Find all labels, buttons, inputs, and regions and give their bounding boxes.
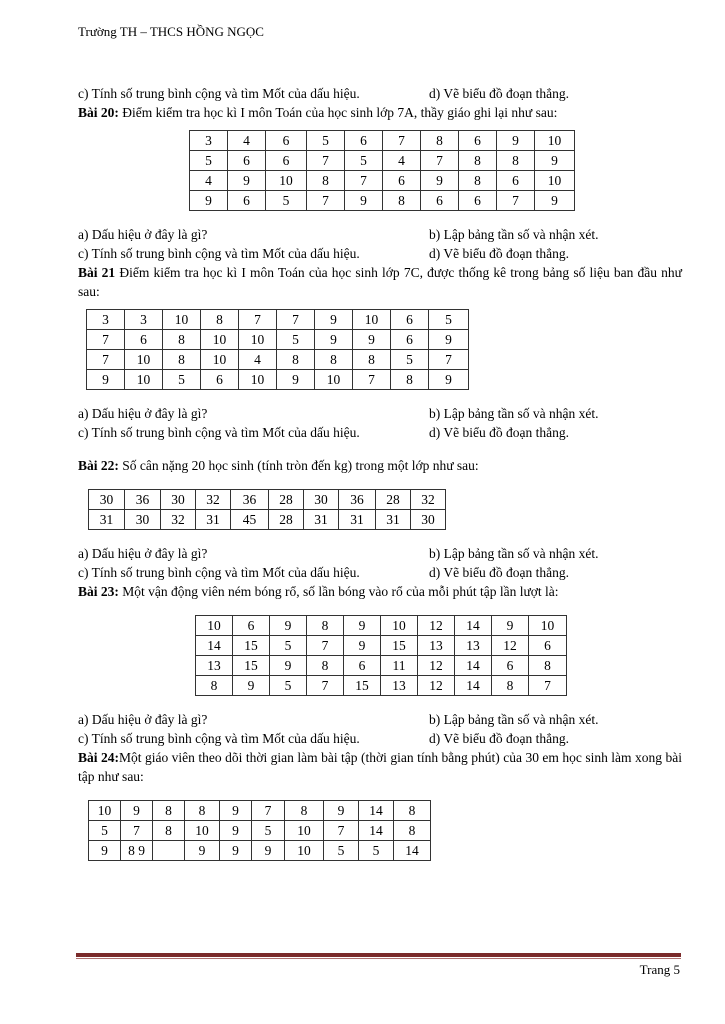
- table-cell: 6: [266, 151, 307, 171]
- table-cell: 30: [411, 510, 446, 530]
- table-cell: 8: [277, 350, 315, 370]
- table-cell: 8: [492, 676, 529, 696]
- table-cell: 9: [345, 191, 383, 211]
- table-row: [87, 370, 469, 390]
- table-cell: 45: [231, 510, 269, 530]
- table-cell: 8: [307, 171, 345, 191]
- table-row: [196, 676, 567, 696]
- table-cell: 10: [535, 171, 575, 191]
- table-cell: 4: [190, 171, 228, 191]
- table-cell: 9: [421, 171, 459, 191]
- table-cell: 8: [459, 151, 497, 171]
- table-cell: 8: [196, 676, 233, 696]
- table-cell: 14: [455, 656, 492, 676]
- table-cell: 7: [345, 171, 383, 191]
- table-cell: 14: [359, 821, 394, 841]
- table-cell: 8: [163, 350, 201, 370]
- table-cell: 7: [307, 636, 344, 656]
- question-d: d) Vẽ biểu đồ đoạn thẳng.: [429, 731, 569, 746]
- exercise-23-heading: [78, 582, 682, 601]
- table-cell: 9: [270, 616, 307, 636]
- table-cell: 5: [270, 636, 307, 656]
- exercise-22-table: [88, 489, 446, 530]
- exercise-20-text: Điểm kiểm tra học kì I môn Toán của học sinh lớp 7A, thầy giáo ghi lại như sau:: [118, 105, 558, 120]
- exercise-20-title: Bài 20:: [78, 105, 119, 120]
- table-cell: 10: [163, 310, 201, 330]
- table-cell: 9: [535, 151, 575, 171]
- table-cell: 13: [196, 656, 233, 676]
- question-d: d) Vẽ biểu đồ đoạn thẳng.: [429, 86, 569, 101]
- table-row: [87, 350, 469, 370]
- table-cell: 3: [125, 310, 163, 330]
- table-cell: 3: [190, 131, 228, 151]
- table-cell: 7: [307, 151, 345, 171]
- table-cell: 10: [125, 350, 163, 370]
- table-cell: 5: [163, 370, 201, 390]
- question-b: b) Lập bảng tần số và nhận xét.: [429, 712, 599, 727]
- table-cell: 10: [201, 350, 239, 370]
- exercise-24-table: [88, 800, 431, 861]
- question-d: d) Vẽ biểu đồ đoạn thẳng.: [429, 565, 569, 580]
- table-cell: 7: [121, 821, 153, 841]
- table-cell: 11: [381, 656, 418, 676]
- table-cell: 6: [421, 191, 459, 211]
- table-cell: 10: [285, 841, 324, 861]
- table-cell: 8: [459, 171, 497, 191]
- table-cell: 7: [252, 801, 285, 821]
- table-cell: 9: [315, 330, 353, 350]
- table-cell: 10: [239, 330, 277, 350]
- exercise-21-title: Bài 21: [78, 265, 116, 280]
- table-cell: 9: [429, 370, 469, 390]
- table-cell: 8: [421, 131, 459, 151]
- table-cell: 10: [89, 801, 121, 821]
- table-cell: [153, 841, 185, 861]
- table-cell: 14: [196, 636, 233, 656]
- exercise-20-questions-ab: [78, 225, 682, 244]
- table-cell: 30: [125, 510, 161, 530]
- exercise-22-questions-cd: [78, 563, 682, 582]
- question-b: b) Lập bảng tần số và nhận xét.: [429, 227, 599, 242]
- table-cell: 30: [161, 490, 196, 510]
- table-cell: 8: [497, 151, 535, 171]
- table-cell: 15: [233, 636, 270, 656]
- table-cell: 36: [231, 490, 269, 510]
- exercise-23-questions-cd: [78, 729, 682, 748]
- table-cell: 7: [529, 676, 567, 696]
- table-row: [196, 636, 567, 656]
- table-cell: 8: [307, 616, 344, 636]
- table-cell: 7: [307, 191, 345, 211]
- table-cell: 8: [353, 350, 391, 370]
- exercise-21-heading: [78, 263, 682, 301]
- question-a: a) Dấu hiệu ở đây là gì?: [78, 406, 208, 421]
- table-cell: 8: [285, 801, 324, 821]
- table-cell: 7: [429, 350, 469, 370]
- table-row: [196, 656, 567, 676]
- table-cell: 7: [307, 676, 344, 696]
- table-cell: 31: [339, 510, 376, 530]
- table-cell: 9: [429, 330, 469, 350]
- table-cell: 31: [376, 510, 411, 530]
- table-cell: 7: [421, 151, 459, 171]
- table-cell: 5: [270, 676, 307, 696]
- footer-rule: [76, 953, 681, 957]
- table-cell: 30: [304, 490, 339, 510]
- exercise-21-table: [86, 309, 469, 390]
- table-cell: 9: [315, 310, 353, 330]
- table-cell: 5: [324, 841, 359, 861]
- table-cell: 31: [89, 510, 125, 530]
- table-cell: 5: [252, 821, 285, 841]
- exercise-21-questions-cd: [78, 423, 682, 442]
- table-cell: 15: [381, 636, 418, 656]
- table-cell: 8: [153, 821, 185, 841]
- table-cell: 30: [89, 490, 125, 510]
- table-cell: 6: [233, 616, 270, 636]
- intro-questions-row: [78, 84, 682, 103]
- table-row: [190, 131, 575, 151]
- table-row: [89, 841, 431, 861]
- table-cell: 10: [529, 616, 567, 636]
- table-cell: 8: [394, 821, 431, 841]
- exercise-23-questions-ab: [78, 710, 682, 729]
- exercise-23-table: [195, 615, 567, 696]
- table-cell: 5: [190, 151, 228, 171]
- table-cell: 6: [492, 656, 529, 676]
- table-cell: 9: [492, 616, 529, 636]
- table-cell: 8: [185, 801, 220, 821]
- table-cell: 7: [239, 310, 277, 330]
- table-cell: 6: [344, 656, 381, 676]
- table-cell: 10: [285, 821, 324, 841]
- table-cell: 5: [277, 330, 315, 350]
- question-a: a) Dấu hiệu ở đây là gì?: [78, 227, 208, 242]
- table-cell: 14: [359, 801, 394, 821]
- table-cell: 8: [163, 330, 201, 350]
- table-row: [190, 171, 575, 191]
- table-row: [87, 310, 469, 330]
- table-cell: 28: [269, 490, 304, 510]
- exercise-20-heading: [78, 103, 682, 122]
- table-cell: 9: [324, 801, 359, 821]
- table-cell: 12: [418, 676, 455, 696]
- question-c: c) Tính số trung bình cộng và tìm Mốt của dấu hiệu.: [78, 86, 360, 101]
- table-cell: 9: [228, 171, 266, 191]
- table-cell: 9: [277, 370, 315, 390]
- table-cell: 10: [201, 330, 239, 350]
- table-cell: 9: [220, 821, 252, 841]
- table-cell: 7: [353, 370, 391, 390]
- question-b: b) Lập bảng tần số và nhận xét.: [429, 546, 599, 561]
- table-cell: 12: [418, 656, 455, 676]
- table-cell: 8: [201, 310, 239, 330]
- table-cell: 7: [383, 131, 421, 151]
- exercise-21-questions-ab: [78, 404, 682, 423]
- table-cell: 5: [391, 350, 429, 370]
- table-cell: 9: [252, 841, 285, 861]
- table-cell: 7: [87, 350, 125, 370]
- exercise-20-table: [189, 130, 575, 211]
- table-cell: 4: [383, 151, 421, 171]
- table-cell: 9: [270, 656, 307, 676]
- table-cell: 10: [185, 821, 220, 841]
- table-cell: 10: [125, 370, 163, 390]
- exercise-21-text: Điểm kiểm tra học kì I môn Toán của học sinh lớp 7C, được thống kê trong bảng số liệu ban đầu như sau:: [78, 265, 682, 299]
- table-cell: 5: [429, 310, 469, 330]
- table-cell: 6: [391, 330, 429, 350]
- table-cell: 6: [228, 151, 266, 171]
- table-cell: 8: [153, 801, 185, 821]
- table-cell: 6: [345, 131, 383, 151]
- table-cell: 28: [269, 510, 304, 530]
- question-c: c) Tính số trung bình cộng và tìm Mốt của dấu hiệu.: [78, 565, 360, 580]
- table-cell: 9: [233, 676, 270, 696]
- table-cell: 6: [201, 370, 239, 390]
- table-cell: 5: [345, 151, 383, 171]
- table-cell: 9: [497, 131, 535, 151]
- table-cell: 28: [376, 490, 411, 510]
- exercise-23-text: Một vận động viên ném bóng rổ, số lần bóng vào rổ của mỗi phút tập lần lượt là:: [118, 584, 559, 599]
- table-cell: 9: [220, 801, 252, 821]
- table-cell: 8: [394, 801, 431, 821]
- table-row: [196, 616, 567, 636]
- exercise-22-title: Bài 22:: [78, 458, 119, 473]
- table-cell: 13: [418, 636, 455, 656]
- table-cell: 9: [535, 191, 575, 211]
- table-cell: 14: [455, 676, 492, 696]
- table-cell: 6: [529, 636, 567, 656]
- table-cell: 15: [344, 676, 381, 696]
- table-cell: 8: [529, 656, 567, 676]
- exercise-22-text: Số cân nặng 20 học sinh (tính tròn đến kg) trong một lớp như sau:: [118, 458, 479, 473]
- table-cell: 13: [381, 676, 418, 696]
- table-cell: 10: [381, 616, 418, 636]
- table-row: [190, 151, 575, 171]
- table-cell: 10: [535, 131, 575, 151]
- table-cell: 6: [266, 131, 307, 151]
- question-a: a) Dấu hiệu ở đây là gì?: [78, 712, 208, 727]
- exercise-24-title: Bài 24:: [78, 750, 119, 765]
- exercise-23-title: Bài 23:: [78, 584, 119, 599]
- question-c: c) Tính số trung bình cộng và tìm Mốt của dấu hiệu.: [78, 246, 360, 261]
- table-cell: 6: [125, 330, 163, 350]
- table-cell: 6: [497, 171, 535, 191]
- table-cell: 10: [353, 310, 391, 330]
- table-cell: 10: [315, 370, 353, 390]
- table-cell: 8: [315, 350, 353, 370]
- table-cell: 7: [87, 330, 125, 350]
- page-header: Trường TH – THCS HỒNG NGỌC: [78, 24, 264, 39]
- table-cell: 9: [353, 330, 391, 350]
- exercise-22-heading: [78, 456, 682, 475]
- exercise-24-text: Một giáo viên theo dõi thời gian làm bài tập (thời gian tính bằng phút) của 30 em học sinh làm xong bài tập như sau:: [78, 750, 682, 784]
- table-cell: 4: [228, 131, 266, 151]
- table-cell: 15: [233, 656, 270, 676]
- table-cell: 32: [196, 490, 231, 510]
- table-cell: 7: [497, 191, 535, 211]
- table-cell: 6: [459, 131, 497, 151]
- table-cell: 9: [89, 841, 121, 861]
- table-cell: 5: [89, 821, 121, 841]
- table-cell: 31: [304, 510, 339, 530]
- question-c: c) Tính số trung bình cộng và tìm Mốt của dấu hiệu.: [78, 425, 360, 440]
- table-cell: 36: [125, 490, 161, 510]
- table-cell: 6: [228, 191, 266, 211]
- table-cell: 8: [383, 191, 421, 211]
- table-cell: 9: [220, 841, 252, 861]
- table-cell: 10: [266, 171, 307, 191]
- question-c: c) Tính số trung bình cộng và tìm Mốt của dấu hiệu.: [78, 731, 360, 746]
- table-cell: 14: [455, 616, 492, 636]
- table-cell: 9: [344, 636, 381, 656]
- table-cell: 5: [266, 191, 307, 211]
- table-cell: 10: [239, 370, 277, 390]
- table-cell: 9: [185, 841, 220, 861]
- table-row: [89, 821, 431, 841]
- table-cell: 9: [87, 370, 125, 390]
- question-d: d) Vẽ biểu đồ đoạn thẳng.: [429, 425, 569, 440]
- table-cell: 6: [391, 310, 429, 330]
- table-cell: 8: [391, 370, 429, 390]
- table-cell: 8 9: [121, 841, 153, 861]
- document-content: [78, 84, 682, 861]
- footer-rule-thin: [76, 958, 681, 959]
- table-cell: 9: [190, 191, 228, 211]
- table-cell: 7: [277, 310, 315, 330]
- table-cell: 5: [359, 841, 394, 861]
- question-b: b) Lập bảng tần số và nhận xét.: [429, 406, 599, 421]
- exercise-22-questions-ab: [78, 544, 682, 563]
- table-cell: 12: [418, 616, 455, 636]
- table-cell: 9: [121, 801, 153, 821]
- table-cell: 32: [161, 510, 196, 530]
- table-cell: 3: [87, 310, 125, 330]
- table-cell: 12: [492, 636, 529, 656]
- table-cell: 13: [455, 636, 492, 656]
- table-row: [89, 801, 431, 821]
- table-cell: 10: [196, 616, 233, 636]
- table-cell: 9: [344, 616, 381, 636]
- page-number: Trang 5: [639, 962, 680, 977]
- table-cell: 14: [394, 841, 431, 861]
- table-cell: 8: [307, 656, 344, 676]
- table-cell: 31: [196, 510, 231, 530]
- table-cell: 32: [411, 490, 446, 510]
- table-cell: 7: [324, 821, 359, 841]
- question-d: d) Vẽ biểu đồ đoạn thẳng.: [429, 246, 569, 261]
- table-cell: 6: [459, 191, 497, 211]
- table-cell: 6: [383, 171, 421, 191]
- table-cell: 5: [307, 131, 345, 151]
- table-row: [190, 191, 575, 211]
- table-cell: 4: [239, 350, 277, 370]
- table-row: [87, 330, 469, 350]
- exercise-24-heading: [78, 748, 682, 786]
- table-row: [89, 510, 446, 530]
- table-cell: 36: [339, 490, 376, 510]
- exercise-20-questions-cd: [78, 244, 682, 263]
- table-row: [89, 490, 446, 510]
- question-a: a) Dấu hiệu ở đây là gì?: [78, 546, 208, 561]
